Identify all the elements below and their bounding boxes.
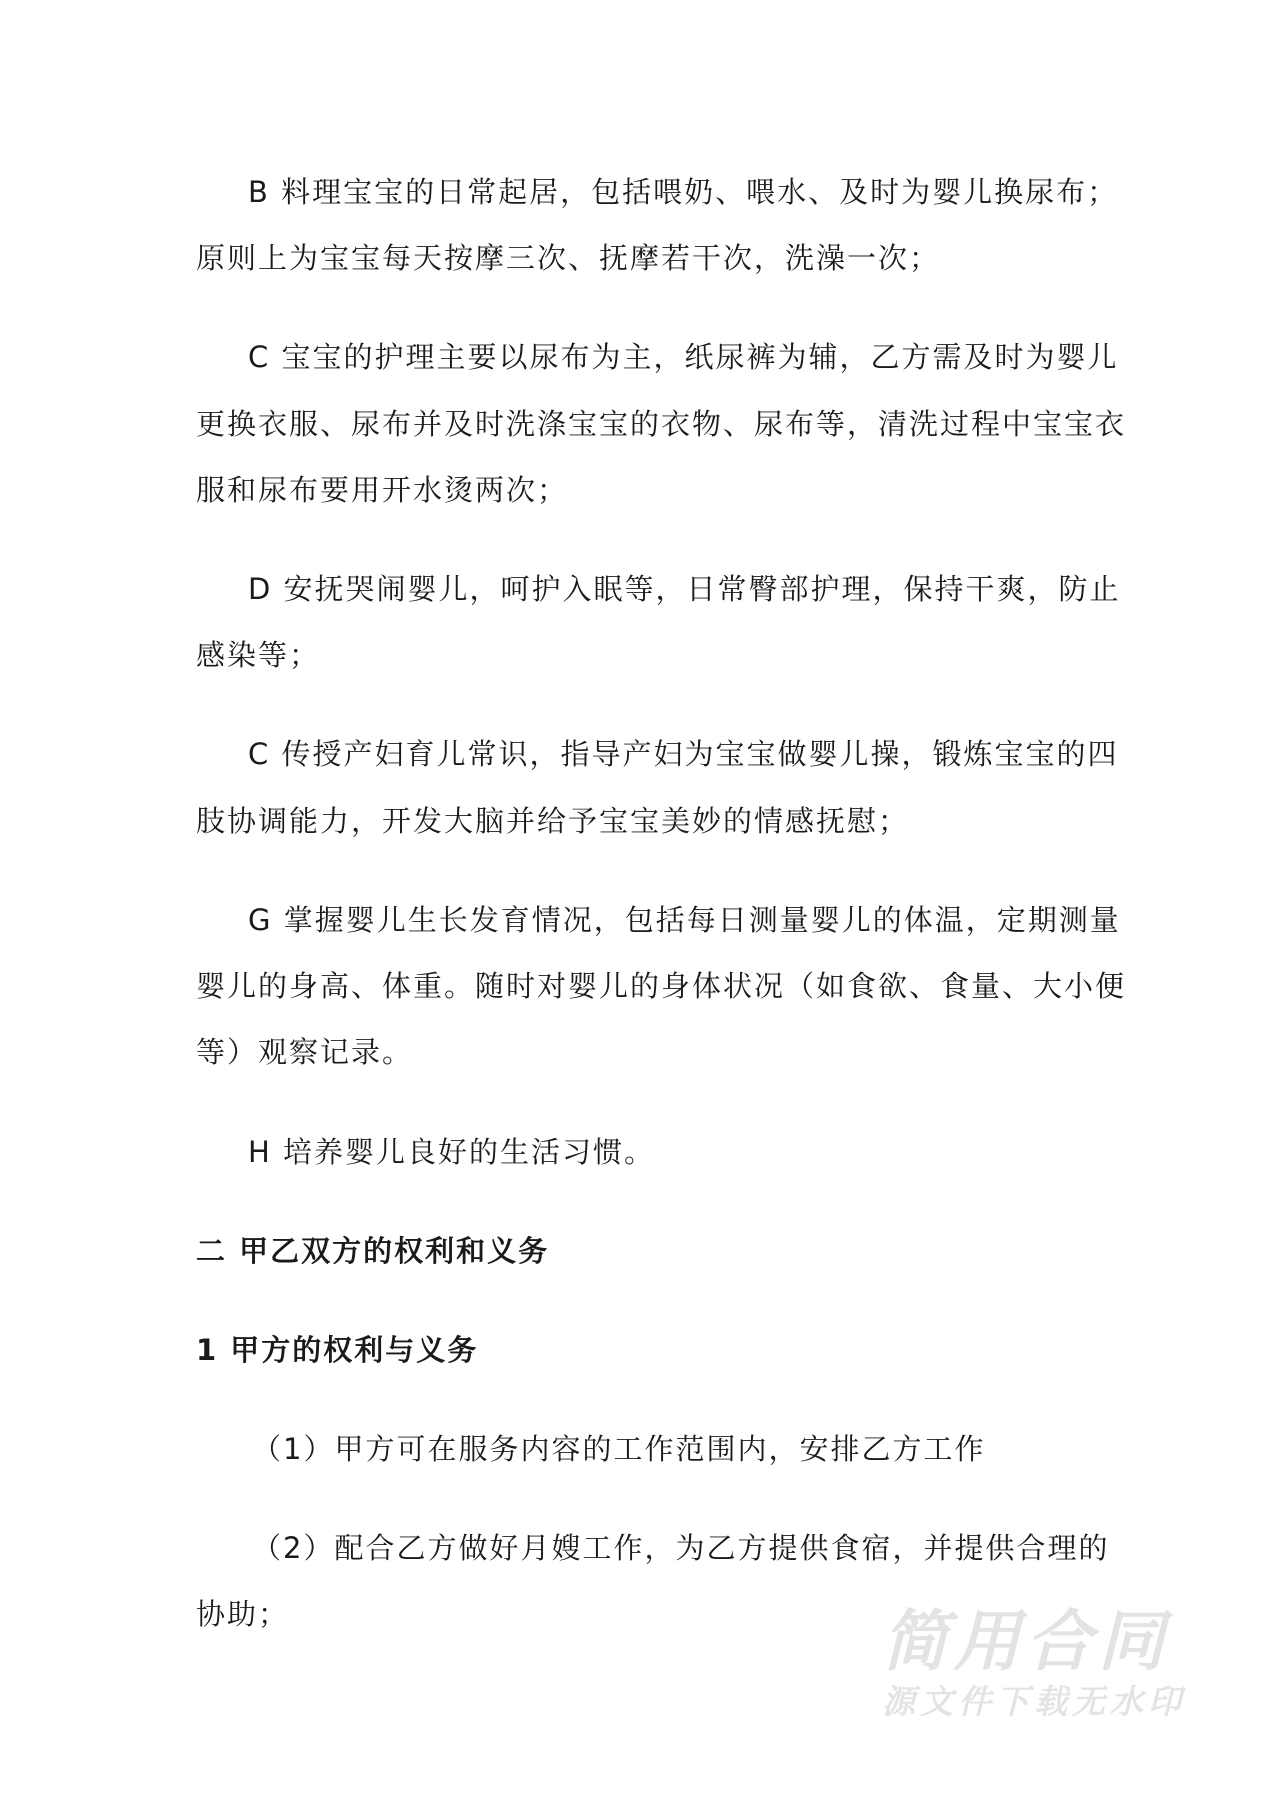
paragraph-e-line-2: 肢协调能力，开发大脑并给予宝宝美妙的情感抚慰； [196, 804, 910, 838]
paragraph-b-line-1: B 料理宝宝的日常起居，包括喂奶、喂水、及时为婴儿换尿布； [248, 175, 1119, 209]
paragraph-c-line-1: C 宝宝的护理主要以尿布为主，纸尿裤为辅，乙方需及时为婴儿 [248, 340, 1119, 374]
item-1-line-1: （1）甲方可在服务内容的工作范围内，安排乙方工作 [252, 1432, 986, 1466]
paragraph-b-line-2: 原则上为宝宝每天按摩三次、抚摩若干次，洗澡一次； [196, 241, 941, 275]
paragraph-c-line-3: 服和尿布要用开水烫两次； [196, 473, 569, 507]
item-2-line-2: 协助； [196, 1597, 290, 1631]
paragraph-d-line-2: 感染等； [196, 638, 321, 672]
paragraph-g-line-3: 等）观察记录。 [196, 1035, 414, 1069]
paragraph-g-line-1: G 掌握婴儿生长发育情况，包括每日测量婴儿的体温，定期测量 [248, 903, 1121, 937]
watermark-subtitle: 源文件下载无水印 [882, 1682, 1186, 1721]
item-2-line-1: （2）配合乙方做好月嫂工作，为乙方提供食宿，并提供合理的 [252, 1531, 1110, 1565]
paragraph-c-line-2: 更换衣服、尿布并及时洗涤宝宝的衣物、尿布等，清洗过程中宝宝衣 [196, 407, 1127, 441]
sub-heading: 1 甲方的权利与义务 [196, 1333, 479, 1367]
paragraph-d-line-1: D 安抚哭闹婴儿，呵护入眠等，日常臀部护理，保持干爽，防止 [248, 572, 1121, 606]
watermark-title: 简用合同 [882, 1603, 1170, 1680]
paragraph-g-line-2: 婴儿的身高、体重。随时对婴儿的身体状况（如食欲、食量、大小便 [196, 969, 1127, 1003]
section-heading: 二 甲乙双方的权利和义务 [196, 1234, 550, 1268]
paragraph-e-line-1: C 传授产妇育儿常识，指导产妇为宝宝做婴儿操，锻炼宝宝的四 [248, 737, 1119, 771]
paragraph-h-line-1: H 培养婴儿良好的生活习惯。 [248, 1135, 656, 1169]
